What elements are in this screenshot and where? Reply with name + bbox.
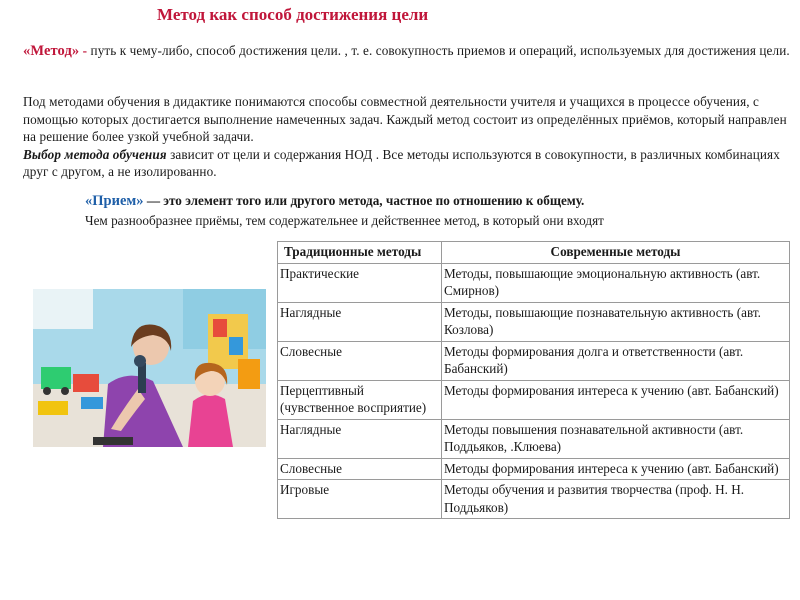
paragraph-method-choice <box>23 146 793 181</box>
traditional-method: Наглядные <box>278 419 442 458</box>
table-row <box>278 302 790 341</box>
header-traditional: Традиционные методы <box>278 242 442 264</box>
modern-method: Методы формирования интереса к учению (авт. Бабанский) <box>442 458 790 480</box>
modern-method: Методы формирования долга и ответственности (авт. Бабанский) <box>442 341 790 380</box>
table-row <box>278 480 790 519</box>
page-title: Метод как способ достижения цели <box>157 5 429 24</box>
traditional-method: Игровые <box>278 480 442 519</box>
modern-method: Методы формирования интереса к учению (авт. Бабанский) <box>442 380 790 419</box>
method-term: «Метод» <box>23 43 80 59</box>
table-row <box>278 458 790 480</box>
method-definition <box>23 41 793 61</box>
modern-method: Методы повышения познавательной активности (авт. Поддьяков, .Клюева) <box>442 419 790 458</box>
classroom-illustration <box>33 289 266 447</box>
technique-bold-text: — это элемент того или другого метода, частное по отношению к общему. <box>143 193 585 208</box>
table-row <box>278 380 790 419</box>
table-row <box>278 419 790 458</box>
table-header-row <box>278 242 790 264</box>
paragraph-didactics: Под методами обучения в дидактике понимаются способы совместной деятельности учителя и учащихся в процессе обучения, с помощью которых достигается выполнение намеченных задач. Каждый метод состоит из определённых приёмов, который направлен на решение более узкой учебной задачи. <box>23 94 787 144</box>
modern-method: Методы, повышающие эмоциональную активность (авт. Смирнов) <box>442 263 790 302</box>
traditional-method: Практические <box>278 263 442 302</box>
table-row <box>278 263 790 302</box>
teaching-methods-text <box>23 93 793 181</box>
method-definition-text: путь к чему-либо, способ достижения цели. , т. е. совокупность приемов и операций, используемых для достижения цели. <box>90 43 790 58</box>
traditional-method: Словесные <box>278 341 442 380</box>
traditional-method: Словесные <box>278 458 442 480</box>
technique-line-2: Чем разнообразнее приёмы, тем содержательнее и действеннее метод, в который они входят <box>85 213 604 228</box>
method-choice-lead: Выбор метода обучения <box>23 146 167 162</box>
modern-method: Методы обучения и развития творчества (проф. Н. Н. Поддьяков) <box>442 480 790 519</box>
method-dash: - <box>82 43 88 58</box>
technique-definition <box>85 191 785 230</box>
teacher-children-photo <box>33 289 266 447</box>
traditional-method: Наглядные <box>278 302 442 341</box>
traditional-method: Перцептивный (чувственное восприятие) <box>278 380 442 419</box>
technique-term: «Прием» <box>85 193 144 209</box>
methods-table <box>277 241 790 519</box>
table-row <box>278 341 790 380</box>
header-modern: Современные методы <box>442 242 790 264</box>
technique-line-1 <box>85 191 785 211</box>
method-choice-text: зависит от цели и содержания НОД . Все методы используются в совокупности, в различных комбинациях друг с другом, а не изолированно. <box>23 146 780 179</box>
modern-method: Методы, повышающие познавательную активность (авт. Козлова) <box>442 302 790 341</box>
